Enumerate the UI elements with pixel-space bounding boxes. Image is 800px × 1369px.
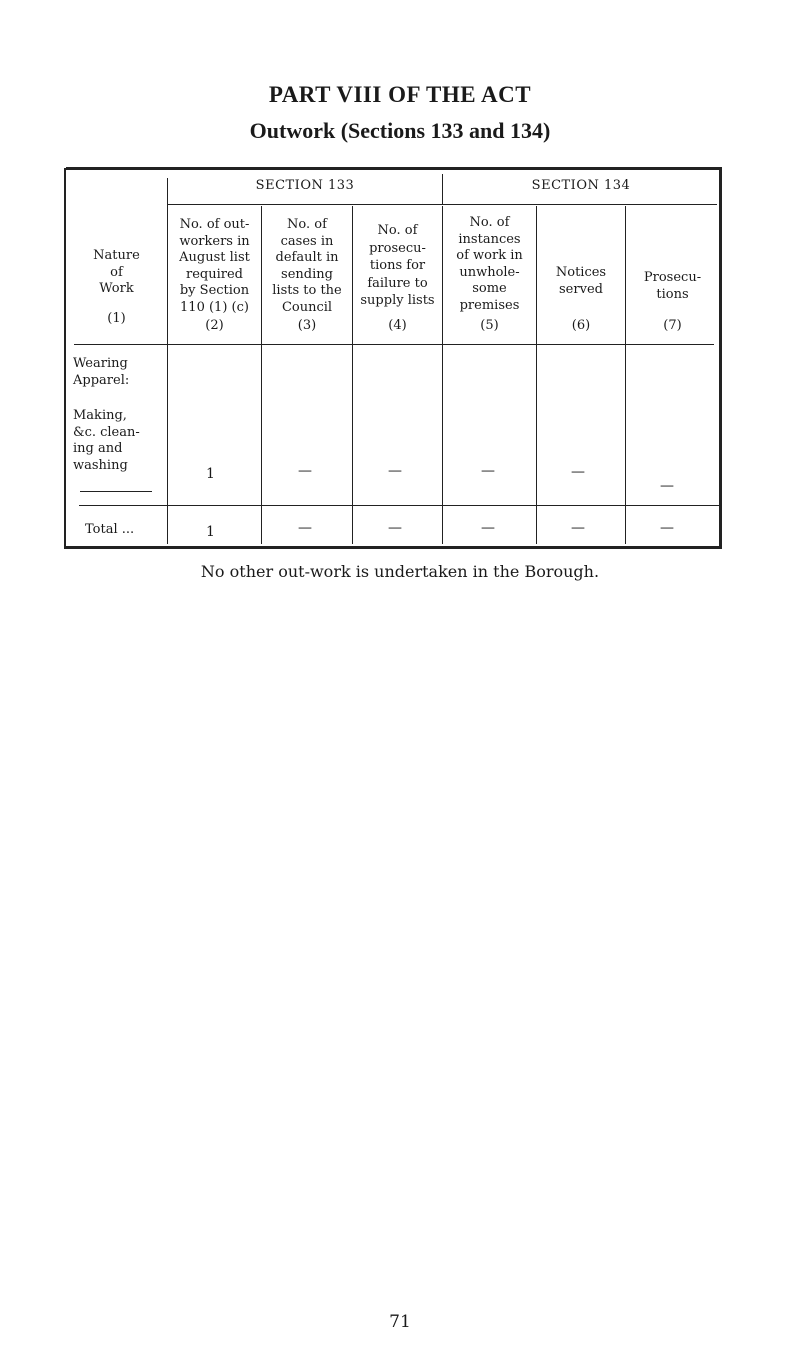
- section-rule: [167, 204, 717, 205]
- footnote: No other out-work is undertaken in the Borough.: [200, 562, 600, 581]
- total-value-6: —: [571, 520, 585, 536]
- section-134-label: SECTION 134: [531, 178, 631, 193]
- row-label-rule: [80, 491, 152, 492]
- total-value-5: —: [481, 520, 495, 536]
- total-value-3: —: [298, 520, 312, 536]
- row-value-6: —: [571, 464, 585, 480]
- total-value-2: 1: [206, 524, 215, 540]
- col-header-2: No. of out- workers in August list required by Section 110 (1) (c): [179, 217, 250, 315]
- page-number: 71: [389, 1312, 411, 1332]
- col-header-6: Notices served: [555, 265, 607, 297]
- col-num-3: (3): [297, 318, 317, 333]
- col-header-7: Prosecu- tions: [643, 270, 702, 302]
- row-value-2: 1: [206, 466, 215, 482]
- row-value-5: —: [481, 463, 495, 479]
- table-bottom-border: [64, 546, 722, 549]
- table-right-border: [719, 168, 722, 548]
- col-num-1: (1): [107, 311, 126, 326]
- col-num-6: (6): [571, 318, 591, 333]
- col-num-4: (4): [388, 318, 407, 333]
- page-subtitle: Outwork (Sections 133 and 134): [249, 118, 551, 143]
- col-divider-5: [536, 206, 537, 544]
- row-item-label: Making, &c. clean- ing and washing: [73, 408, 140, 473]
- total-value-4: —: [388, 520, 402, 536]
- row-value-7: —: [660, 478, 674, 494]
- col-header-1: Nature of Work: [93, 248, 140, 297]
- col-header-4: No. of prosecu- tions for failure to supply lists: [360, 223, 435, 308]
- row-value-3: —: [298, 463, 312, 479]
- page-title: PART VIII OF THE ACT: [268, 82, 532, 107]
- table-left-border: [64, 168, 66, 548]
- table-top-border: [66, 167, 722, 170]
- section-133-label: SECTION 133: [255, 178, 355, 193]
- col-num-2: (2): [205, 318, 224, 333]
- col-header-5: No. of instances of work in unwhole- some premises: [456, 215, 523, 313]
- total-rule: [79, 505, 719, 506]
- row-value-4: —: [388, 463, 402, 479]
- row-category-label: Wearing Apparel:: [73, 356, 130, 388]
- col-header-3: No. of cases in default in sending lists to the Council: [272, 217, 342, 315]
- total-label: Total ...: [85, 522, 135, 537]
- col-num-7: (7): [663, 318, 682, 333]
- col-num-5: (5): [480, 318, 499, 333]
- header-rule: [74, 344, 714, 345]
- total-value-7: —: [660, 520, 674, 536]
- col-divider-6: [625, 206, 626, 544]
